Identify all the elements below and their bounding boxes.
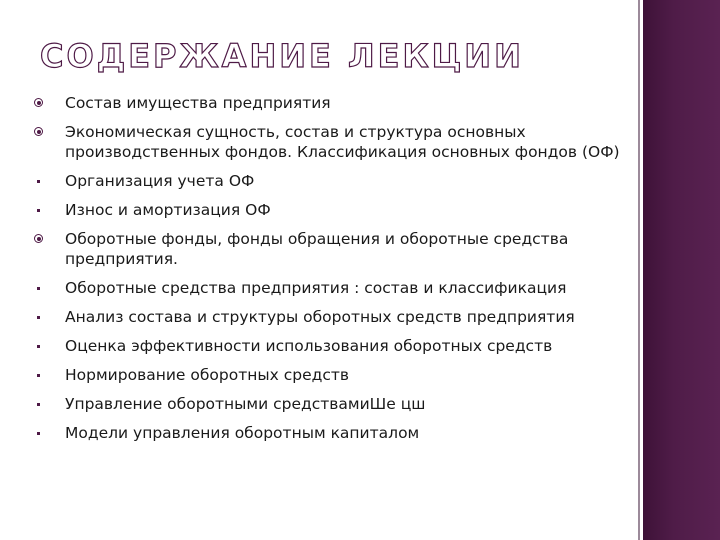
list-item-text: Оценка эффективности использования оборотных средств — [65, 337, 553, 355]
list-item-text: Оборотные фонды, фонды обращения и оборотные средства предприятия. — [65, 230, 569, 268]
list-item-text: Управление оборотными средствамиШе цш — [65, 395, 426, 413]
list-item-text: Износ и амортизация ОФ — [65, 201, 271, 219]
square-bullet-icon — [32, 307, 52, 327]
bullet-list — [32, 93, 622, 452]
list-item — [32, 307, 622, 327]
list-item-text: Оборотные средства предприятия : состав и классификация — [65, 279, 567, 297]
square-bullet-icon — [32, 200, 52, 220]
circle-bullet-icon — [32, 229, 52, 249]
slide-title: СОДЕРЖАНИЕ ЛЕКЦИИ — [40, 37, 524, 75]
list-item — [32, 278, 622, 298]
list-item — [32, 171, 622, 191]
square-bullet-icon — [32, 278, 52, 298]
list-item — [32, 93, 622, 113]
list-item-text: Организация учета ОФ — [65, 172, 255, 190]
square-bullet-icon — [32, 336, 52, 356]
list-item-text: Состав имущества предприятия — [65, 94, 331, 112]
list-item-text: Модели управления оборотным капиталом — [65, 424, 420, 442]
square-bullet-icon — [32, 423, 52, 443]
square-bullet-icon — [32, 365, 52, 385]
side-band — [643, 0, 720, 540]
list-item — [32, 336, 622, 356]
list-item — [32, 394, 622, 414]
square-bullet-icon — [32, 394, 52, 414]
list-item-text: Экономическая сущность, состав и структура основных производственных фондов. Классификация основных фондов (ОФ) — [65, 123, 620, 161]
list-item — [32, 200, 622, 220]
list-item-text: Нормирование оборотных средств — [65, 366, 350, 384]
list-item-text: Анализ состава и структуры оборотных средств предприятия — [65, 308, 575, 326]
square-bullet-icon — [32, 171, 52, 191]
list-item — [32, 423, 622, 443]
list-item — [32, 229, 622, 269]
circle-bullet-icon — [32, 93, 52, 113]
list-item — [32, 365, 622, 385]
list-item — [32, 122, 622, 162]
circle-bullet-icon — [32, 122, 52, 142]
